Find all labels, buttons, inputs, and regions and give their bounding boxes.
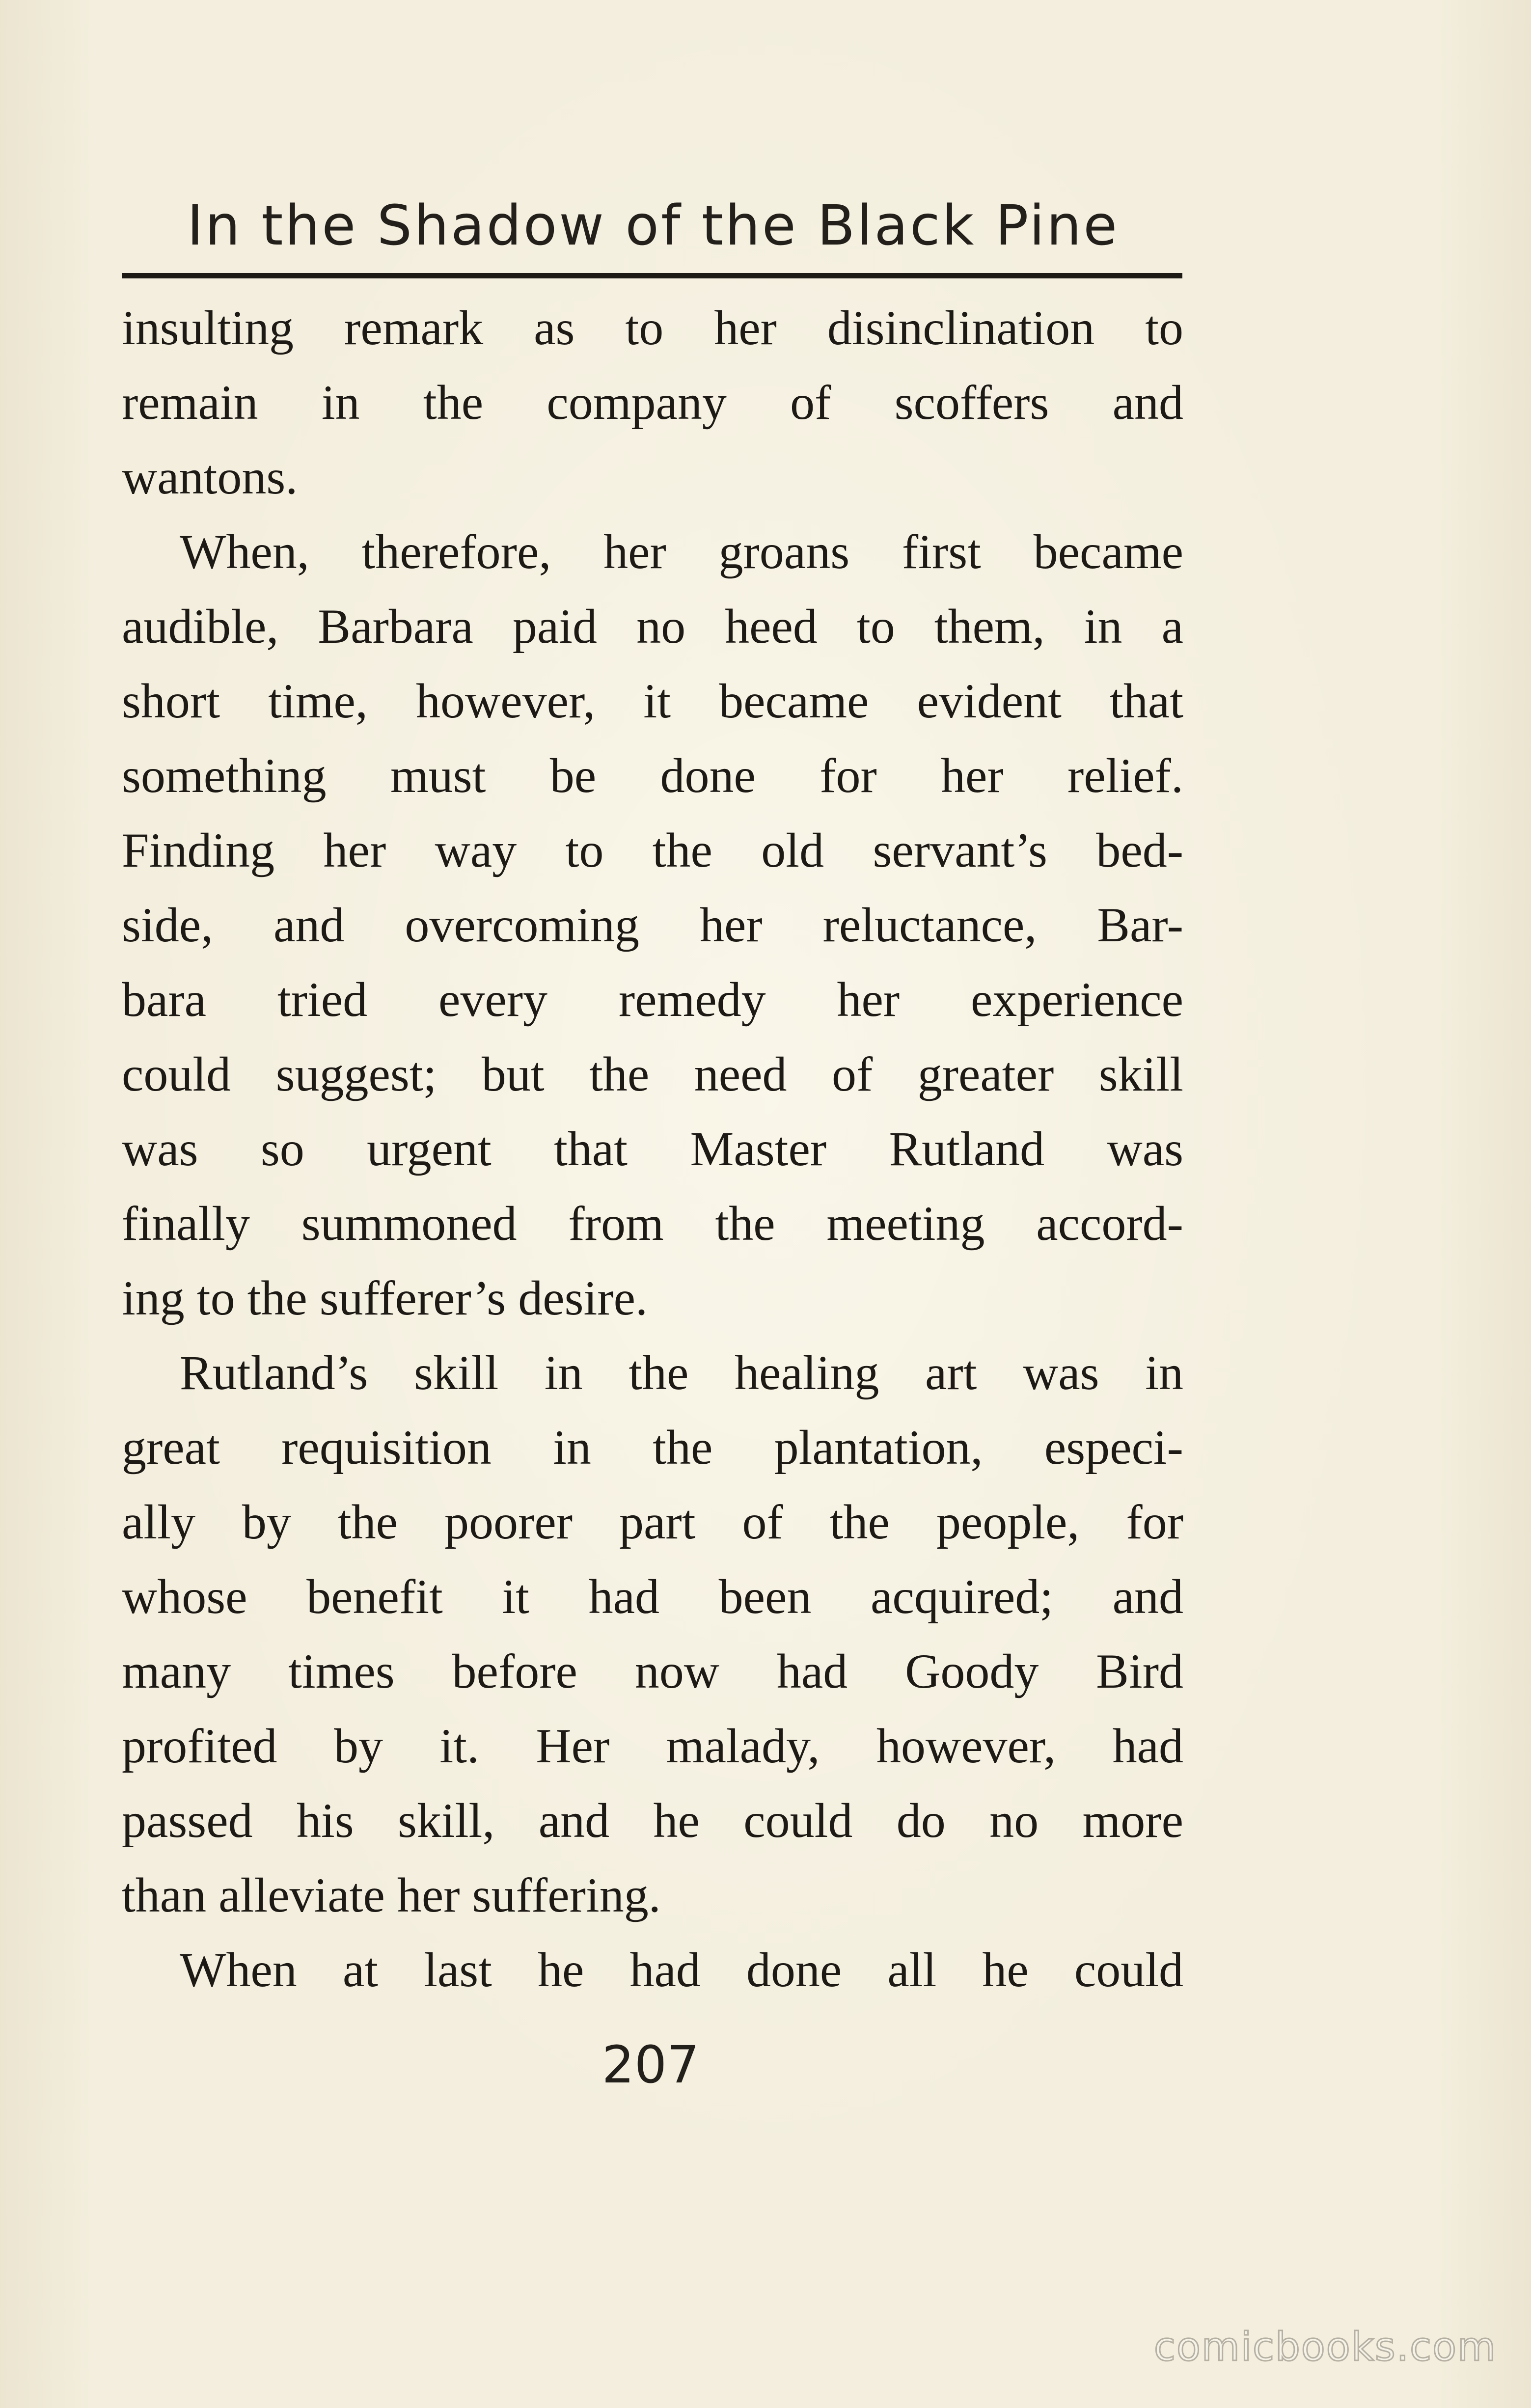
body-text	[122, 291, 1183, 2007]
text-line: side, and overcoming her reluctance, Bar-	[122, 898, 1183, 952]
text-line: remain in the company of scoffers and	[122, 375, 1183, 430]
text-line: Rutland’s skill in the healing art was in	[180, 1345, 1183, 1400]
text-line: profited by it. Her malady, however, had	[122, 1719, 1183, 1773]
running-head: In the Shadow of the Black Pine	[187, 194, 1120, 258]
text-line: wantons.	[122, 450, 298, 504]
text-line: something must be done for her relief.	[122, 748, 1183, 803]
text-line: short time, however, it became evident that	[122, 674, 1183, 728]
text-line: When, therefore, her groans first became	[180, 524, 1183, 579]
text-line: ally by the poorer part of the people, for	[122, 1495, 1183, 1549]
text-line: many times before now had Goody Bird	[122, 1644, 1183, 1698]
text-line: When at last he had done all he could	[180, 1943, 1183, 1997]
page-number: 207	[601, 2035, 700, 2095]
text-line: great requisition in the plantation, especi-	[122, 1420, 1183, 1475]
text-line: bara tried every remedy her experience	[122, 972, 1183, 1027]
text-line: could suggest; but the need of greater skill	[122, 1047, 1183, 1101]
text-line: whose benefit it had been acquired; and	[122, 1569, 1183, 1624]
text-line: audible, Barbara paid no heed to them, in a	[122, 599, 1183, 654]
watermark: comicbooks.com	[1153, 2324, 1497, 2370]
text-line: finally summoned from the meeting accord-	[122, 1196, 1183, 1251]
text-line: insulting remark as to her disinclination to	[122, 301, 1183, 355]
text-line: ing to the sufferer’s desire.	[122, 1271, 648, 1325]
header-rule	[122, 273, 1182, 278]
text-line: than alleviate her suffering.	[122, 1868, 661, 1922]
text-line: was so urgent that Master Rutland was	[122, 1122, 1183, 1176]
text-line: Finding her way to the old servant’s bed-	[122, 823, 1183, 877]
text-line: passed his skill, and he could do no more	[122, 1793, 1183, 1848]
